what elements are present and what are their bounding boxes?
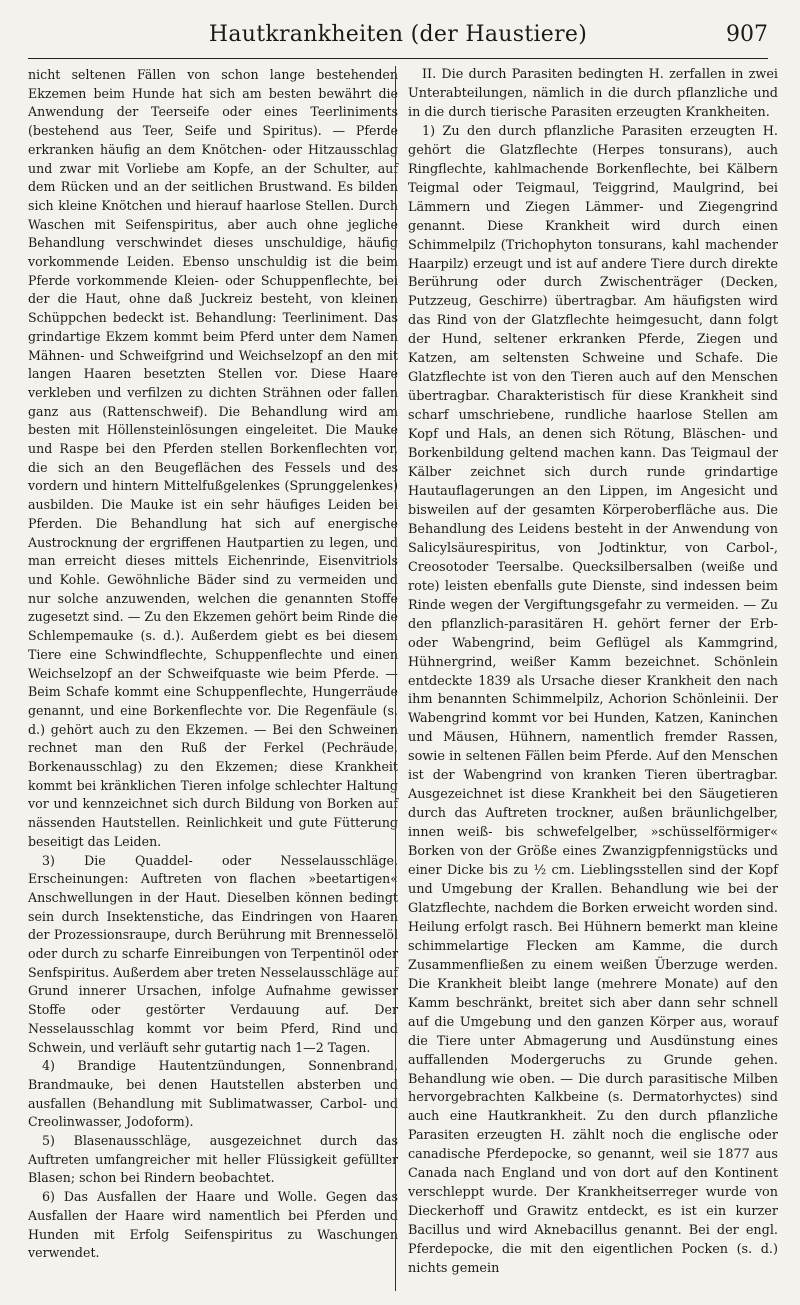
paragraph: 5) Blasenausschläge, ausgezeichnet durch das Auftreten umfangreicher mit heller Flüssigkeit gefüllter Blasen; schon bei Rindern beobachtet.	[28, 1133, 398, 1186]
paragraph: 3) Die Quaddel- oder Nesselausschläge. Erscheinungen: Auftreten von flachen »beetartigen« Anschwellungen in der Haut. Dieselben können bedingt sein durch Insektenstiche, das Eindringen von Haaren der Prozessionsraupe, durch Berührung mit Brennesselöl oder durch zu scharfe Einreibungen von Terpentinöl oder Senfspiritus. Außerdem aber treten Nesselausschläge auf Grund innerer Ursachen, infolge Aufnahme gewisser Stoffe oder gestörter Verdauung auf. Der Nesselausschlag kommt vor beim Pferd, Rind und Schwein, und verläuft sehr gutartig nach 1—2 Tagen.	[28, 852, 398, 1055]
column-divider	[395, 66, 396, 1291]
running-title: Hautkrankheiten (der Haustiere)	[208, 22, 588, 47]
paragraph: 6) Das Ausfallen der Haare und Wolle. Gegen das Ausfallen der Haare wird namentlich bei Pferden und Hunden mit Erfolg Seifenspiritus zu Waschungen verwendet.	[28, 1189, 398, 1261]
page-number: 907	[726, 22, 768, 47]
left-column	[28, 66, 398, 1263]
paragraph: 4) Brandige Hautentzündungen, Sonnenbrand, Brandmauke, bei denen Hautstellen absterben und ausfallen (Behandlung mit Sublimatwasser, Carbol- und Creolinwasser, Jodoform).	[28, 1058, 398, 1130]
paragraph: nicht seltenen Fällen von schon lange bestehenden Ekzemen beim Hunde hat sich am besten bewährt die Anwendung der Teerseife oder eines Teerliniments (bestehend aus Teer, Seife und Spiritus). — Pferde erkranken häufig an dem Knötchen- oder Hitzausschlag und zwar mit Vorliebe am Kopfe, an der Schulter, auf dem Rücken und an der seitlichen Brustwand. Es bilden sich kleine Knötchen und hierauf haarlose Stellen. Durch Waschen mit Seifenspiritus, aber auch ohne jegliche Behandlung verschwindet dieses unschuldige, häufig vorkommende Leiden. Ebenso unschuldig ist die beim Pferde vorkommende Kleien- oder Schuppenflechte, bei der die Haut, ohne daß Juckreiz besteht, von kleinen Schüppchen bedeckt ist. Behandlung: Teerliniment. Das grindartige Ekzem kommt beim Pferd unter dem Namen Mähnen- und Schweifgrind und Weichselzopf an den mit langen Haaren besetzten Stellen vor. Diese Haare verkleben und verfilzen zu dichten Strähnen oder fallen ganz aus (Rattenschweif). Die Behandlung wird am besten mit Höllensteinlösungen eingeleitet. Die Mauke und Raspe bei den Pferden stellen Borkenflechten vor, die sich an den Beugeflächen des Fessels und des vordern und hintern Mittelfußgelenkes (Sprunggelenkes) ausbilden. Die Mauke ist ein sehr häufiges Leiden bei Pferden. Die Behandlung hat sich auf energische Austrocknung der ergriffenen Hautpartien zu legen, und man erreicht dieses mittels Eichenrinde, Eisenvitriols und Kohle. Gewöhnliche Bäder sind zu vermeiden und nur solche anzuwenden, welchen die genannten Stoffe zugesetzt sind. — Zu den Ekzemen gehört beim Rinde die Schlempemauke (s. d.). Außerdem giebt es bei diesem Tiere eine Schwindflechte, Schuppenflechte und einen Weichselzopf an der Schweifquaste wie beim Pferde. — Beim Schafe kommt eine Schuppenflechte, Hungerräude genannt, und eine Borkenflechte vor. Die Regenfäule (s. d.) gehört auch zu den Ekzemen. — Bei den Schweinen rechnet man den Ruß der Ferkel (Pechräude, Borkenausschlag) zu den Ekzemen; diese Krankheit kommt bei kränklichen Tieren infolge schlechter Haltung vor und kennzeichnet sich durch Bildung von Borken auf nässenden Hautstellen. Reinlichkeit und gute Fütterung beseitigt das Leiden.	[28, 67, 398, 849]
header-rule	[28, 58, 768, 59]
right-column	[408, 66, 778, 1279]
paragraph: 1) Zu den durch pflanzliche Parasiten erzeugten H. gehört die Glatzflechte (Herpes tonsurans), auch Ringflechte, kahlmachende Borkenflechte, bei Kälbern Teigmal oder Teigmaul, Teiggrind, Maulgrind, bei Lämmern und Ziegen Lämmer- und Ziegengrind genannt. Diese Krankheit wird durch einen Schimmelpilz (Trichophyton tonsurans, kahl machender Haarpilz) erzeugt und ist auf andere Tiere durch direkte Berührung oder durch Zwischenträger (Decken, Putzzeug, Geschirre) übertragbar. Am häufigsten wird das Rind von der Glatzflechte heimgesucht, dann folgt der Hund, seltener erkranken Pferde, Ziegen und Katzen, am seltensten Schweine und Schafe. Die Glatzflechte ist von den Tieren auch auf den Menschen übertragbar. Charakteristisch für diese Krankheit sind scharf umschriebene, rundliche haarlose Stellen am Kopf und Hals, an denen sich Rötung, Bläschen- und Borkenbildung geltend machen kann. Das Teigmaul der Kälber zeichnet sich durch runde grindartige Hautauflagerungen an den Lippen, im Angesicht und bisweilen auf der gesamten Körperoberfläche aus. Die Behandlung des Leidens besteht in der Anwendung von Salicylsäurespiritus, von Jodtinktur, von Carbol-, Creosotoder Teersalbe. Quecksilbersalben (weiße und rote) leisten ebenfalls gute Dienste, sind indessen beim Rinde wegen der Vergiftungsgefahr zu vermeiden. — Zu den pflanzlich-parasitären H. gehört ferner der Erb- oder Wabengrind, beim Geflügel als Kammgrind, Hühnergrind, weißer Kamm bezeichnet. Schönlein entdeckte 1839 als Ursache dieser Krankheit den nach ihm benannten Schimmelpilz, Achorion Schönleinii. Der Wabengrind kommt vor bei Hunden, Katzen, Kaninchen und Mäusen, Hühnern, namentlich fremder Rassen, sowie in seltenen Fällen beim Pferde. Auf den Menschen ist der Wabengrind von kranken Tieren übertragbar. Ausgezeichnet ist diese Krankheit bei den Säugetieren durch das Auftreten trockner, außen bräunlichgelber, innen weiß- bis schwefelgelber, »schüsselförmiger« Borken von der Größe eines Zwanzigpfennigstücks und einer Dicke bis zu ½ cm. Lieblingsstellen sind der Kopf und Umgebung der Krallen. Behandlung wie bei der Glatzflechte, nachdem die Borken erweicht worden sind. Heilung erfolgt rasch. Bei Hühnern bemerkt man kleine schimmelartige Flecken am Kamme, die durch Zusammenfließen zu einem weißen Überzuge werden. Die Krankheit bleibt lange (mehrere Monate) auf den Kamm beschränkt, breitet sich aber dann sehr schnell auf die Umgebung und den ganzen Körper aus, worauf die Tiere unter Abmagerung und Ausdünstung eines auffallenden Modergeruchs zu Grunde gehen. Behandlung wie oben. — Die durch parasitische Milben hervorgebrachten Kalkbeine (s. Dermatorhyctes) sind auch eine Hautkrankheit. Zu den durch pflanzliche Parasiten erzeugten H. zählt noch die englische oder canadische Pferdepocke, so genannt, weil sie 1877 aus Canada nach England und von dort auf den Kontinent verschleppt wurde. Der Krankheitserreger wurde von Dieckerhoff und Grawitz entdeckt, es ist ein kurzer Bacillus und wird Aknebacillus genannt. Bei der engl. Pferdepocke, die mit den eigentlichen Pocken (s. d.) nichts gemein	[408, 123, 778, 1277]
page-header	[28, 12, 768, 52]
paragraph: II. Die durch Parasiten bedingten H. zerfallen in zwei Unterabteilungen, nämlich in die durch pflanzliche und in die durch tierische Parasiten erzeugten Krankheiten.	[408, 67, 778, 120]
